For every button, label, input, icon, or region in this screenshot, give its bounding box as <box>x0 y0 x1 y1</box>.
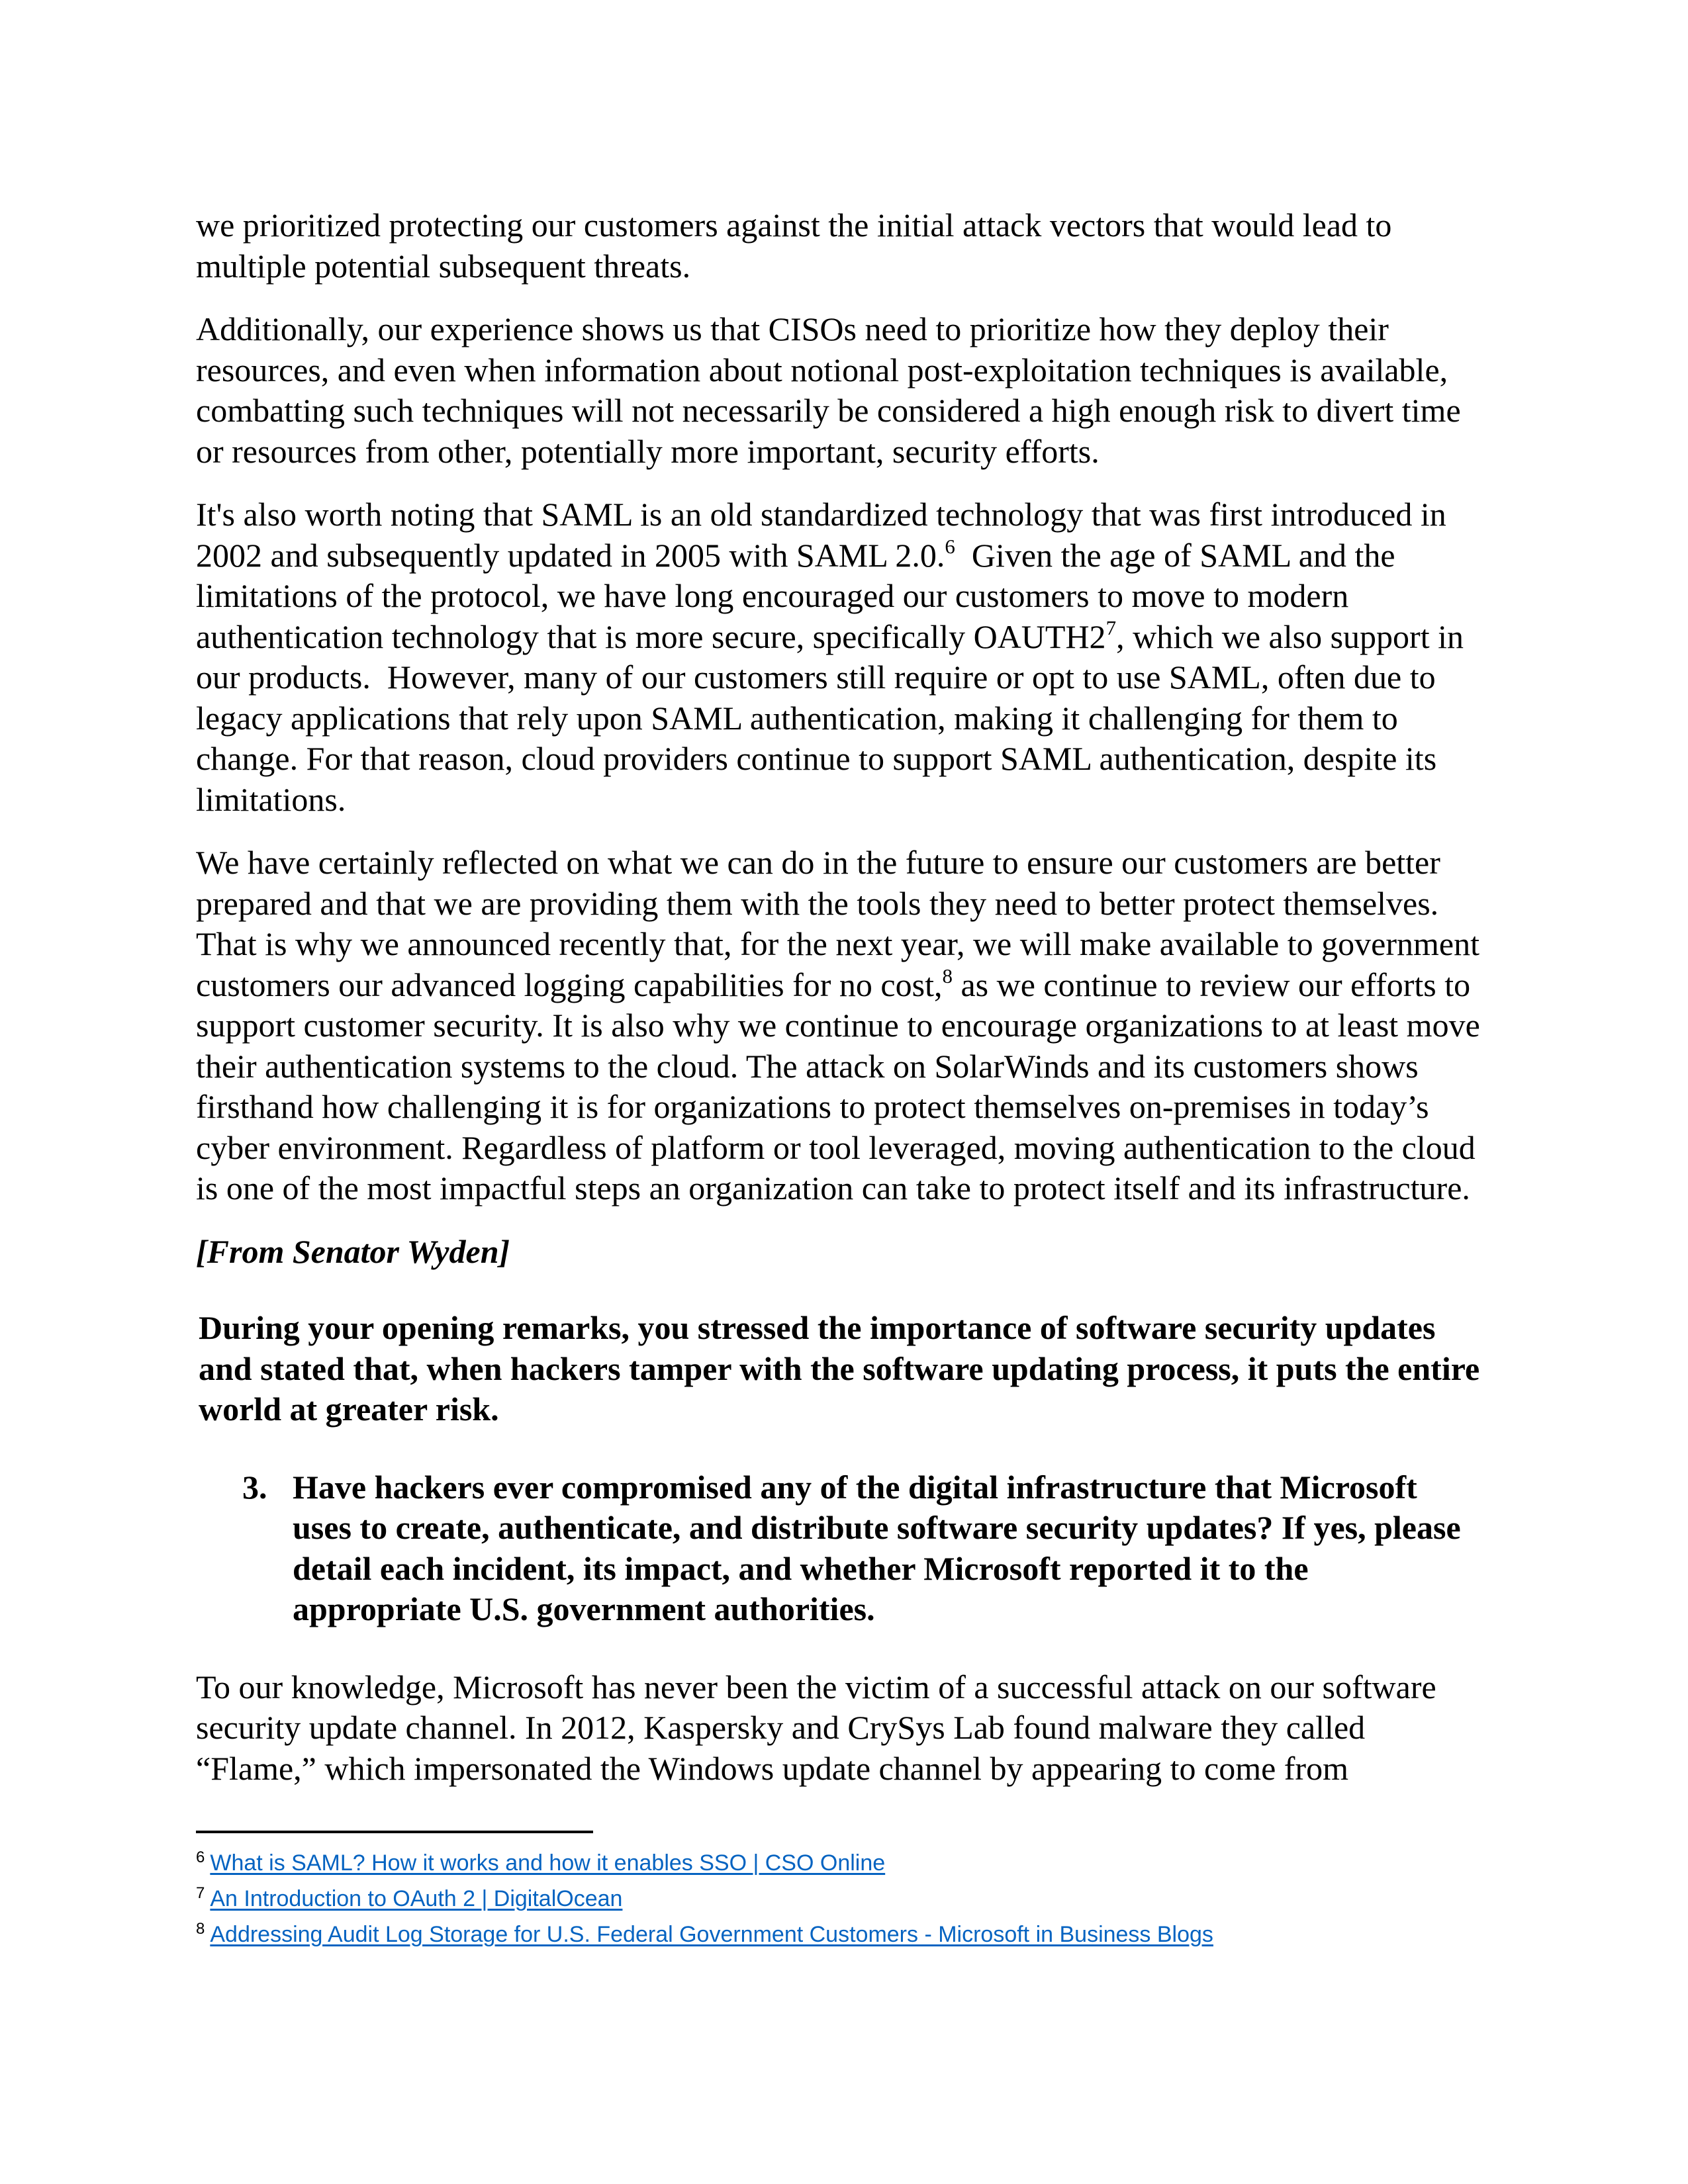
footnote-link-saml-cso-online[interactable]: What is SAML? How it works and how it enables SSO | CSO Online <box>210 1850 886 1876</box>
section-heading-senator-wyden: [From Senator Wyden] <box>196 1232 510 1270</box>
footnote-6 <box>196 1846 1493 1882</box>
paragraph-prioritized-protection: we prioritized protecting our customers against the initial attack vectors that would lead to multiple potential subsequent threats. <box>196 206 1392 285</box>
question-number: 3. <box>242 1468 267 1506</box>
footnote-number: 7 <box>196 1884 205 1902</box>
reflection-text-part-2: as we continue to review our efforts to support customer security. It is also why we continue to encourage organizations to at least move their authentication systems to the cloud. The attack on SolarWinds and its customers shows firsthand how challenging it is for organizations to protect themselves on-premises in today’s cyber environment. Regardless of platform or tool leveraged, moving authentication to the cloud is one of the most impactful steps an organization can take to protect itself and its infrastructure. <box>196 966 1480 1206</box>
question-lead-in: During your opening remarks, you stressed the importance of software security updates and stated that, when hackers tamper with the software updating process, it puts the entire world at greater risk. <box>199 1309 1480 1428</box>
document-page <box>196 205 1493 1811</box>
footnote-link-oauth2-digitalocean[interactable]: An Introduction to OAuth 2 | DigitalOcean <box>210 1886 623 1911</box>
saml-text-part-1: It's also worth noting that SAML is an old standardized technology that was first introduced in 2002 and subsequently updated in 2005 with SAML 2.0. <box>196 496 1446 574</box>
footnote-link-audit-log-storage[interactable]: Addressing Audit Log Storage for U.S. Federal Government Customers - Microsoft in Business Blogs <box>210 1922 1213 1947</box>
footnote-separator <box>196 1831 593 1833</box>
footnote-ref-6[interactable]: 6 <box>945 534 955 558</box>
footnote-number: 8 <box>196 1920 205 1938</box>
footnote-8 <box>196 1918 1493 1954</box>
answer-paragraph: To our knowledge, Microsoft has never been the victim of a successful attack on our software security update channel. In 2012, Kaspersky and CrySys Lab found malware they called “Flame,” which impersonated the Windows update channel by appearing to come from <box>196 1668 1436 1787</box>
question-text: Have hackers ever compromised any of the digital infrastructure that Microsoft uses to create, authenticate, and distribute software security updates? If yes, please detail each incident, its impact, and whether Microsoft reported it to the appropriate U.S. government authorities. <box>293 1468 1461 1627</box>
footnote-number: 6 <box>196 1848 205 1866</box>
saml-text-part-2: Given the age of SAML and the limitations of the protocol, we have long encouraged our customers to move to modern authentication technology that is more secure, specifically OAUTH2 <box>196 536 1404 655</box>
footnotes-section <box>196 1846 1493 1954</box>
paragraph-saml-history <box>196 494 1493 820</box>
question-3 <box>196 1467 1493 1630</box>
paragraph-ciso-priorities: Additionally, our experience shows us that CISOs need to prioritize how they deploy their resources, and even when information about notional post-exploitation techniques is available, combatting such techniques will not necessarily be considered a high enough risk to divert time or resources from other, potentially more important, security efforts. <box>196 310 1461 470</box>
footnote-7 <box>196 1882 1493 1918</box>
footnote-ref-8[interactable]: 8 <box>942 964 953 987</box>
reflection-text-part-1: We have certainly reflected on what we can do in the future to ensure our customers are better prepared and that we are providing them with the tools they need to better protect themselves. That is why we announced recently that, for the next year, we will make available to government customers our advanced logging capabilities for no cost, <box>196 844 1479 1003</box>
saml-text-part-3: , which we also support in our products. However, many of our customers still require or opt to use SAML, often due to legacy applications that rely upon SAML authentication, making it challenging for them to change. For that reason, cloud providers continue to support SAML authentication, despite its limitations. <box>196 617 1472 818</box>
paragraph-future-reflection <box>196 842 1493 1209</box>
footnote-ref-7[interactable]: 7 <box>1105 615 1117 639</box>
